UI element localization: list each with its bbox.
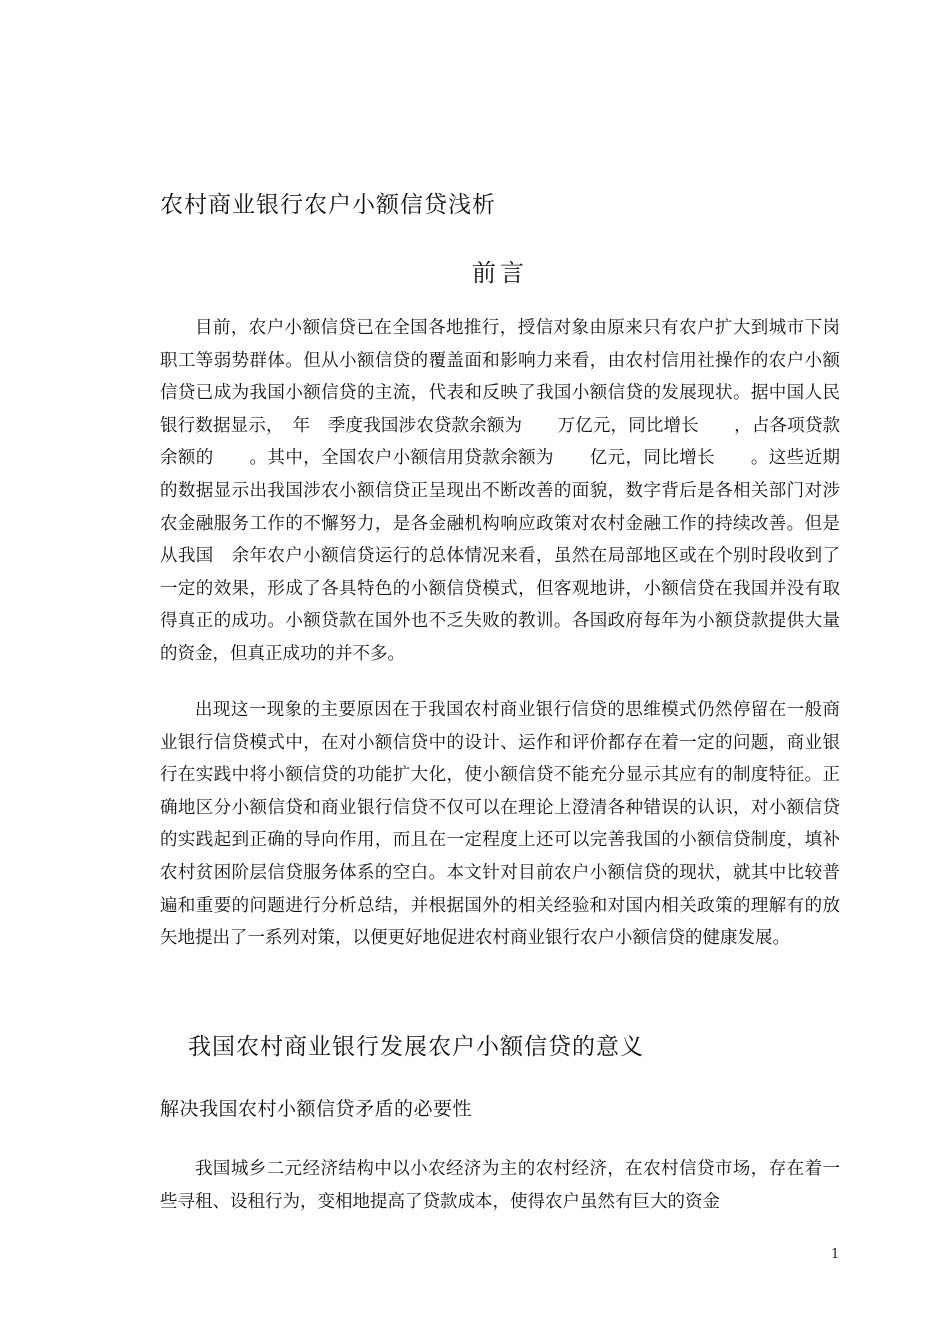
body-paragraph-2: 出现这一现象的主要原因在于我国农村商业银行信贷的思维模式仍然停留在一般商业银行信贷模式中，在对小额信贷中的设计、运作和评价都存在着一定的问题，商业银行在实践中将小额信贷的功能扩大化，使小额信贷不能充分显示其应有的制度特征。正确地区分小额信贷和商业银行信贷不仅可以在理论上澄清各种错误的认识，对小额信贷的实践起到正确的导向作用，而且在一定程度上还可以完善我国的小额信贷制度，填补农村贫困阶层信贷服务体系的空白。本文针对目前农户小额信贷的现状，就其中比较普遍和重要的问题进行分析总结，并根据国外的相关经验和对国内相关政策的理解有的放矢地提出了一系列对策，以便更好地促进农村商业银行农户小额信贷的健康发展。 — [160, 700, 840, 949]
subsection-heading: 解决我国农村小额信贷矛盾的必要性 — [160, 1098, 473, 1120]
body-paragraph-1: 目前，农户小额信贷已在全国各地推行，授信对象由原来只有农户扩大到城市下岗职工等弱势群体。但从小额信贷的覆盖面和影响力来看，由农村信用社操作的农户小额信贷已成为我国小额信贷的主流，代表和反映了我国小额信贷的发展现状。据中国人民银行数据显示， 年 季度我国涉农贷款余额为 万亿元，同比增长 ，占各项贷款余额的 。其中，全国农户小额信用贷款余额为 亿元，同比增长 。这些近期的数据显示出我国涉农小额信贷正呈现出不断改善的面貌，数字背后是各相关部门对涉农金融服务工作的不懈努力，是各金融机构响应政策对农村金融工作的持续改善。但是从我国 余年农户小额信贷运行的总体情况来看，虽然在局部地区或在个别时段收到了一定的效果，形成了各具特色的小额信贷模式，但客观地讲，小额信贷在我国并没有取得真正的成功。小额贷款在国外也不乏失败的教训。各国政府每年为小额贷款提供大量的资金，但真正成功的并不多。 — [160, 318, 840, 664]
document-title: 农村商业银行农户小额信贷浅析 — [160, 192, 496, 218]
page-number: 1 — [831, 1247, 840, 1262]
body-paragraph-3: 我国城乡二元经济结构中以小农经济为主的农村经济，在农村信贷市场，存在着一些寻租、设租行为，变相地提高了贷款成本，使得农户虽然有巨大的资金 — [160, 1159, 840, 1212]
preface-heading: 前言 — [472, 259, 528, 287]
section-heading: 我国农村商业银行发展农户小额信贷的意义 — [188, 1034, 644, 1060]
